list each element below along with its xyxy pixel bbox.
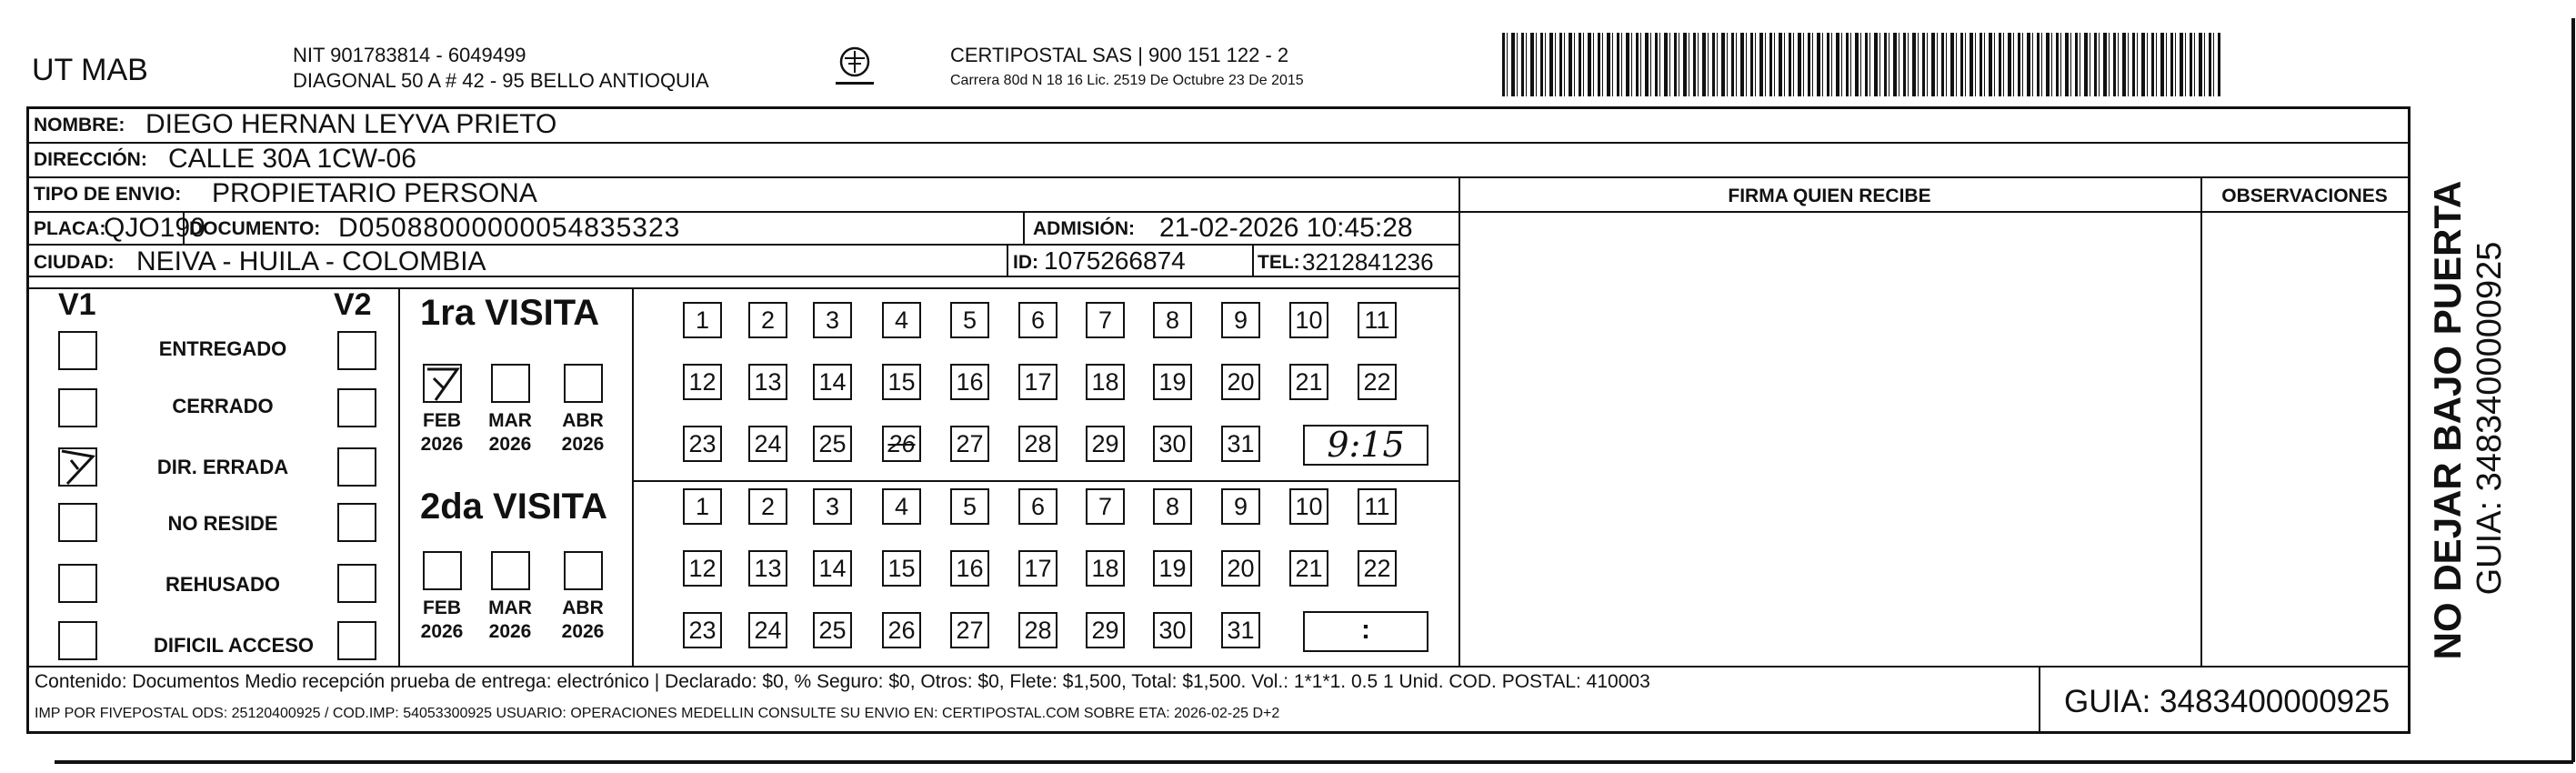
first-visit-day-31[interactable]: 31 xyxy=(1221,426,1260,462)
nombre-label: NOMBRE: xyxy=(34,115,125,136)
ciudad-value: NEIVA - HUILA - COLOMBIA xyxy=(136,246,486,276)
first-visit-feb-checkbox[interactable] xyxy=(423,364,462,403)
second-visit-abr-checkbox[interactable] xyxy=(564,551,603,590)
first-visit-day-17[interactable]: 17 xyxy=(1018,364,1057,400)
v1-cerrado-checkbox[interactable] xyxy=(58,388,97,427)
row-divider xyxy=(28,287,1459,289)
first-visit-day-13[interactable]: 13 xyxy=(748,364,787,400)
side-guia-label: GUIA: 3483400000925 xyxy=(2471,241,2509,596)
second-visit-feb-checkbox[interactable] xyxy=(423,551,462,590)
col-divider xyxy=(1007,244,1008,276)
first-visit-day-30[interactable]: 30 xyxy=(1153,426,1192,462)
second-visit-day-12[interactable]: 12 xyxy=(683,550,722,587)
footer-print-info: IMP POR FIVEPOSTAL ODS: 25120400925 / COD.IMP: 54053300925 USUARIO: OPERACIONES MEDELLIN CONSULTE SU ENVIO EN: CERTIPOSTAL.COM SOBRE ETA: 2026-02-25 D+2 xyxy=(35,706,1280,721)
second-visit-day-16[interactable]: 16 xyxy=(950,550,989,587)
first-visit-month-mar: MAR 2026 xyxy=(488,410,532,455)
row-divider xyxy=(28,244,1459,246)
tel-value: 3212841236 xyxy=(1302,248,1434,276)
id-label: ID: xyxy=(1013,252,1038,273)
footer-divider xyxy=(28,666,2409,668)
first-visit-day-23[interactable]: 23 xyxy=(683,426,722,462)
placa-value: QJO190 xyxy=(104,213,205,243)
col-divider xyxy=(1252,244,1254,276)
direccion-value: CALLE 30A 1CW-06 xyxy=(168,144,416,174)
first-visit-day-22[interactable]: 22 xyxy=(1358,364,1397,400)
second-visit-day-1[interactable]: 1 xyxy=(683,488,722,525)
col-divider xyxy=(632,287,634,666)
option-dificil-acceso: DIFICIL ACCESO xyxy=(153,634,314,657)
company-nit: NIT 901783814 - 6049499 xyxy=(293,44,526,66)
second-visit-month-abr: ABR 2026 xyxy=(561,597,605,642)
v2-rehusado-checkbox[interactable] xyxy=(337,564,376,603)
second-visit-mar-checkbox[interactable] xyxy=(491,551,530,590)
option-cerrado: CERRADO xyxy=(172,395,274,417)
second-visit-month-mar: MAR 2026 xyxy=(488,597,532,642)
first-visit-day-15[interactable]: 15 xyxy=(882,364,921,400)
first-visit-mar-checkbox[interactable] xyxy=(491,364,530,403)
v1-rehusado-checkbox[interactable] xyxy=(58,564,97,603)
first-visit-day-2[interactable]: 2 xyxy=(748,302,787,338)
option-no-reside: NO RESIDE xyxy=(167,512,278,535)
first-visit-day-26[interactable]: 26 xyxy=(882,426,921,462)
option-entregado: ENTREGADO xyxy=(158,337,287,360)
option-rehusado: REHUSADO xyxy=(165,573,280,596)
second-visit-day-19[interactable]: 19 xyxy=(1153,550,1192,587)
v2-entregado-checkbox[interactable] xyxy=(337,331,376,370)
first-visit-day-1[interactable]: 1 xyxy=(683,302,722,338)
documento-label: DOCUMENTO: xyxy=(189,218,321,239)
second-visit-day-15[interactable]: 15 xyxy=(882,550,921,587)
first-visit-day-18[interactable]: 18 xyxy=(1086,364,1125,400)
admision-label: ADMISIÓN: xyxy=(1033,218,1135,239)
company-name: UT MAB xyxy=(32,53,148,87)
col-divider xyxy=(398,287,400,666)
first-visit-day-3[interactable]: 3 xyxy=(813,302,852,338)
v1-dir-errada-checkbox[interactable] xyxy=(58,447,97,487)
first-visit-abr-checkbox[interactable] xyxy=(564,364,603,403)
first-visit-day-25[interactable]: 25 xyxy=(813,426,852,462)
second-visit-day-22[interactable]: 22 xyxy=(1358,550,1397,587)
second-visit-day-21[interactable]: 21 xyxy=(1289,550,1328,587)
first-visit-day-5[interactable]: 5 xyxy=(950,302,989,338)
barcode xyxy=(1502,33,2220,96)
company-address: DIAGONAL 50 A # 42 - 95 BELLO ANTIOQUIA xyxy=(293,69,709,92)
v1-entregado-checkbox[interactable] xyxy=(58,331,97,370)
v2-dir-errada-checkbox[interactable] xyxy=(337,447,376,487)
second-visit-day-17[interactable]: 17 xyxy=(1018,550,1057,587)
placa-label: PLACA: xyxy=(34,218,106,239)
first-visit-month-abr: ABR 2026 xyxy=(561,410,605,455)
second-visit-day-31[interactable]: 31 xyxy=(1221,612,1260,648)
carrier-license: Carrera 80d N 18 16 Lic. 2519 De Octubre 23 De 2015 xyxy=(950,73,1304,88)
time-separator: : xyxy=(1361,615,1370,645)
col-divider xyxy=(1458,176,1460,666)
v2-cerrado-checkbox[interactable] xyxy=(337,388,376,427)
col-divider xyxy=(1023,211,1025,244)
second-visit-month-feb: FEB 2026 xyxy=(420,597,464,642)
first-visit-day-19[interactable]: 19 xyxy=(1153,364,1192,400)
second-visit-day-24[interactable]: 24 xyxy=(748,612,787,648)
check-mark-icon xyxy=(423,364,462,403)
second-visit-day-30[interactable]: 30 xyxy=(1153,612,1192,648)
second-visit-day-8[interactable]: 8 xyxy=(1153,488,1192,525)
option-dir-errada: DIR. ERRADA xyxy=(156,456,289,478)
firma-header: FIRMA QUIEN RECIBE xyxy=(1728,186,1931,206)
first-visit-day-4[interactable]: 4 xyxy=(882,302,921,338)
second-visit-day-28[interactable]: 28 xyxy=(1018,612,1057,648)
second-visit-time-field[interactable] xyxy=(1303,611,1428,652)
second-visit-day-3[interactable]: 3 xyxy=(813,488,852,525)
second-visit-day-11[interactable]: 11 xyxy=(1358,488,1397,525)
second-visit-day-25[interactable]: 25 xyxy=(813,612,852,648)
second-visit-day-10[interactable]: 10 xyxy=(1289,488,1328,525)
second-visit-day-20[interactable]: 20 xyxy=(1221,550,1260,587)
v1-no-reside-checkbox[interactable] xyxy=(58,503,97,542)
nombre-value: DIEGO HERNAN LEYVA PRIETO xyxy=(145,109,557,139)
first-visit-day-10[interactable]: 10 xyxy=(1289,302,1328,338)
handwritten-time: 9:15 xyxy=(1327,425,1405,465)
first-visit-day-21[interactable]: 21 xyxy=(1289,364,1328,400)
first-visit-day-24[interactable]: 24 xyxy=(748,426,787,462)
direccion-label: DIRECCIÓN: xyxy=(34,149,147,170)
page-edge xyxy=(55,760,2573,764)
first-visit-day-6[interactable]: 6 xyxy=(1018,302,1057,338)
v2-no-reside-checkbox[interactable] xyxy=(337,503,376,542)
check-mark-icon xyxy=(58,447,97,487)
first-visit-title: 1ra VISITA xyxy=(420,293,600,333)
col-divider xyxy=(2039,666,2040,732)
second-visit-day-27[interactable]: 27 xyxy=(950,612,989,648)
tel-label: TEL: xyxy=(1258,252,1300,273)
first-visit-day-9[interactable]: 9 xyxy=(1221,302,1260,338)
first-visit-day-12[interactable]: 12 xyxy=(683,364,722,400)
admision-value: 21-02-2026 10:45:28 xyxy=(1159,213,1413,243)
first-visit-day-14[interactable]: 14 xyxy=(813,364,852,400)
first-visit-day-16[interactable]: 16 xyxy=(950,364,989,400)
second-visit-title: 2da VISITA xyxy=(420,487,607,527)
no-dejar-bajo-puerta-label: NO DEJAR BAJO PUERTA xyxy=(2426,180,2469,660)
page-edge xyxy=(2571,18,2575,762)
visit-divider xyxy=(632,480,1459,482)
documento-value: D05088000000054835323 xyxy=(338,213,681,243)
tipo-envio-label: TIPO DE ENVIO: xyxy=(34,184,182,205)
first-visit-day-20[interactable]: 20 xyxy=(1221,364,1260,400)
first-visit-day-11[interactable]: 11 xyxy=(1358,302,1397,338)
v1-dificil-acceso-checkbox[interactable] xyxy=(58,621,97,660)
v2-dificil-acceso-checkbox[interactable] xyxy=(337,621,376,660)
second-visit-day-13[interactable]: 13 xyxy=(748,550,787,587)
second-visit-day-5[interactable]: 5 xyxy=(950,488,989,525)
second-visit-day-2[interactable]: 2 xyxy=(748,488,787,525)
second-visit-day-29[interactable]: 29 xyxy=(1086,612,1125,648)
first-visit-time-field[interactable] xyxy=(1303,425,1428,466)
first-visit-month-feb: FEB 2026 xyxy=(420,410,464,455)
col-divider xyxy=(2200,176,2202,666)
second-visit-day-6[interactable]: 6 xyxy=(1018,488,1057,525)
v2-header: V2 xyxy=(334,287,372,322)
footer-contents: Contenido: Documentos Medio recepción prueba de entrega: electrónico | Declarado: $0, % Seguro: $0, Otros: $0, Flete: $1,500, Total: $1,500. Vol.: 1*1*1. 0.5 1 Unid. COD. POSTAL: 410003 xyxy=(35,671,1650,692)
second-visit-day-4[interactable]: 4 xyxy=(882,488,921,525)
id-value: 1075266874 xyxy=(1044,246,1186,275)
second-visit-day-26[interactable]: 26 xyxy=(882,612,921,648)
first-visit-day-7[interactable]: 7 xyxy=(1086,302,1125,338)
observaciones-header: OBSERVACIONES xyxy=(2221,186,2388,206)
first-visit-day-27[interactable]: 27 xyxy=(950,426,989,462)
second-visit-day-23[interactable]: 23 xyxy=(683,612,722,648)
second-visit-day-7[interactable]: 7 xyxy=(1086,488,1125,525)
second-visit-day-9[interactable]: 9 xyxy=(1221,488,1260,525)
first-visit-day-28[interactable]: 28 xyxy=(1018,426,1057,462)
footer-guia: GUIA: 3483400000925 xyxy=(2064,684,2391,719)
carrier-name: CERTIPOSTAL SAS | 900 151 122 - 2 xyxy=(950,44,1289,66)
second-visit-day-18[interactable]: 18 xyxy=(1086,550,1125,587)
first-visit-day-8[interactable]: 8 xyxy=(1153,302,1192,338)
second-visit-day-14[interactable]: 14 xyxy=(813,550,852,587)
first-visit-day-29[interactable]: 29 xyxy=(1086,426,1125,462)
v1-header: V1 xyxy=(58,287,96,322)
certipostal-logo-icon xyxy=(832,42,877,98)
ciudad-label: CIUDAD: xyxy=(34,252,115,273)
tipo-envio-value: PROPIETARIO PERSONA xyxy=(212,178,537,208)
